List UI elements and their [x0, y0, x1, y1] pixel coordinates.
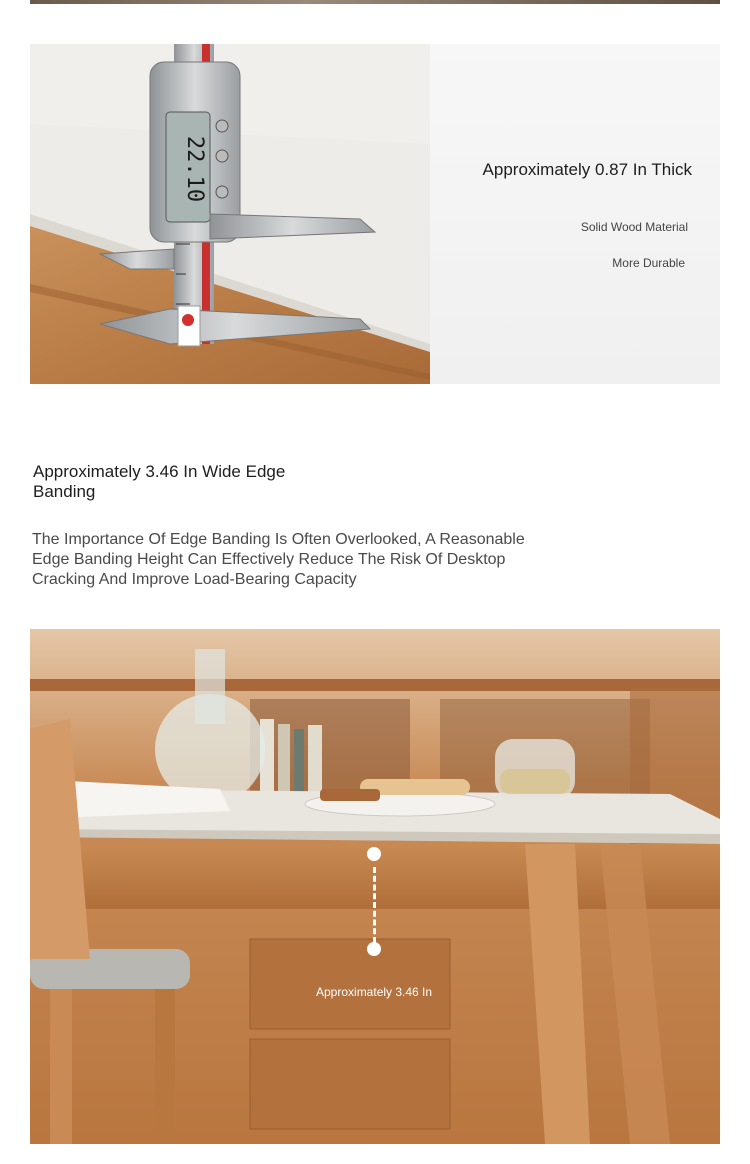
thickness-title: Approximately 0.87 In Thick — [482, 160, 692, 179]
top-photo-strip — [30, 0, 720, 4]
caliper-reading: 22.10 — [182, 135, 207, 203]
durability-label: More Durable — [612, 256, 685, 270]
edge-banding-title: Approximately 3.46 In Wide Edge Banding — [33, 462, 286, 501]
table-photo — [30, 629, 720, 1144]
edge-banding-description: The Importance Of Edge Banding Is Often Overlooked, A Reasonable Edge Banding Height Can Effectively Reduce The Risk Of Desktop Cracking And Improve Load-Bearing Capacity — [32, 531, 525, 588]
thickness-section — [30, 44, 720, 384]
caliper-photo — [30, 44, 430, 384]
caliper-illustration — [30, 44, 430, 384]
measure-end-dot — [367, 942, 381, 956]
measure-label: Approximately 3.46 In — [316, 985, 433, 999]
measure-dashed-line — [373, 867, 376, 943]
material-label: Solid Wood Material — [580, 220, 688, 234]
measure-start-dot — [367, 847, 381, 861]
thickness-info-panel — [430, 44, 720, 384]
